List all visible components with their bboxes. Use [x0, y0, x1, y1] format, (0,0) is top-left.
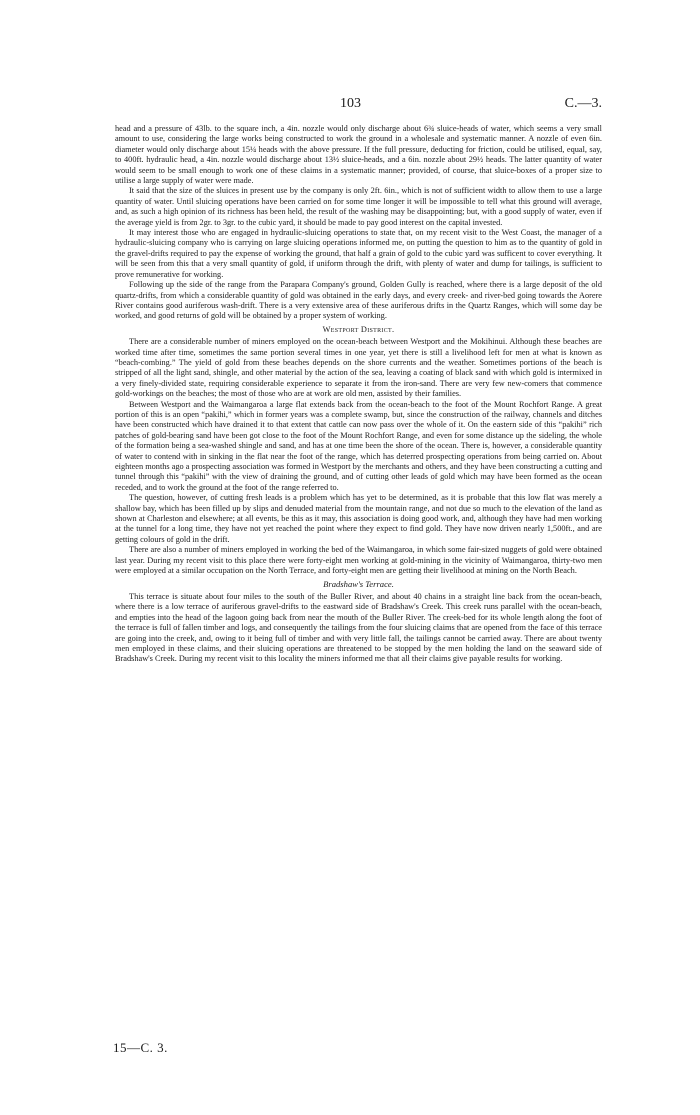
section-heading-westport: Westport District.	[322, 324, 395, 334]
paragraph-bradshaws-terrace: This terrace is situate about four miles to the south of the Buller River, and about 40 chains in a straight line back from the ocean-beach, where there is a low terrace of auriferous gravel-drifts to the eastward side of Bradshaw's Creek. This creek runs parallel with the ocean-beach, and empties into the head of the lagoon going back from near the mouth of the Buller River. The creek-bed for its whole length along the foot of the terrace is full of fallen timber and logs, and consequently the tailings from the four sluicing claims that are opened from the face of this terrace are going into the creek, and, owing to it being full of timber and with very little fall, the tailings cannot be carried away. There are about twenty men employed in these claims, and their sluicing operations are threatened to be stopped by the men holding the land on the seaward side of Bradshaw's Creek. During my recent visit to this locality the miners informed me that all their claims give payable results for working.	[115, 591, 602, 664]
paragraph-fresh-leads: The question, however, of cutting fresh leads is a problem which has yet to be determined, as it is probable that this low flat was merely a shallow bay, which has been filled up by slips and denuded material from the mountain range, and not due so much to the elevation of the land as shown at Charleston and elsewhere; at all events, be this as it may, this association is doing good work, and, although they have had men working at the tunnel for a long time, they have not yet reached the point where they expect to find gold. They have now driven nearly 1,500ft., and are getting colours of gold in the drift.	[115, 493, 602, 544]
page-body	[115, 124, 602, 665]
paragraph-golden-gully: Following up the side of the range from the Parapara Company's ground, Golden Gully is reached, where there is a large deposit of the old quartz-drifts, from which a considerable quantity of gold was obtained in the early days, and every creek- and river-bed going towards the Aorere River contains good auriferous wash-drift. There is a very extensive area of these auriferous drifts in the Quartz Ranges, which will some day be worked, and good returns of gold will be obtained by a proper system of working.	[115, 280, 602, 321]
paragraph-sluice-size: It said that the size of the sluices in present use by the company is only 2ft. 6in., which is not of sufficient width to allow them to use a large quantity of water. Until sluicing operations have been carried on for some time longer it will be impossible to tell what this ground will average, and, as such a high opinion of its richness has been held, the result of the washing may be disappointing; but, with a good supply of water, even if the average yield is from 2gr. to 3gr. to the cubic yard, it should be made to pay good interest on the capital invested.	[115, 186, 602, 227]
paragraph-nozzle-discharge: head and a pressure of 43lb. to the square inch, a 4in. nozzle would only discharge about 6¾ sluice-heads of water, which seems a very small amount to use, considering the large works being constructed to work the ground in a wholesale and systematic manner. A nozzle of even 6in. diameter would only discharge about 15¼ heads with the above pressure. If the full pressure, deducting for friction, could be utilised, equal, say, to 400ft. hydraulic head, a 4in. nozzle would discharge about 13½ sluice-heads, and a 6in. nozzle about 29½ heads. The latter quantity of water would seem to be small enough to work one of these claims in a systematic manner; provided, of course, that sluice-boxes of a proper size to utilise a large supply of water were made.	[115, 124, 602, 186]
paragraph-beach-combing: There are a considerable number of miners employed on the ocean-beach between Westport and the Mokihinui. Although these beaches are worked time after time, sometimes the same portion several times in one year, yet there is still a livelihood left for men at what is known as “beach-combing.” The yield of gold from these beaches depends on the shore currents and the weather. Sometimes portions of the beach is stripped of all the light sand, shingle, and other material by the action of the sea, leaving a coating of black sand with which gold is intermixed in a very finely-divided state, requiring considerable experience to separate it from the iron-sand. There are very few new-comers that commence gold-workings on the beaches; the most of those who are at work are old men, assisted by their families.	[115, 337, 602, 399]
document-reference: C.—3.	[564, 96, 602, 111]
page-number: 103	[340, 96, 361, 111]
paragraph-waimangaroa: There are also a number of miners employed in working the bed of the Waimangaroa, in which some fair-sized nuggets of gold were obtained last year. During my recent visit to this place there were forty-eight men working at gold-mining in the vicinity of Waimangaroa, thirty-two men were employed at a similar occupation on the North Terrace, and forty-eight men are getting their livelihood at mining on the North Beach.	[115, 545, 602, 576]
paragraph-half-grain: It may interest those who are engaged in hydraulic-sluicing operations to state that, on my recent visit to the West Coast, the manager of a hydraulic-sluicing company who is carrying on large sluicing operations informed me, on putting the question to him as to the quantity of gold in the gravel-drifts required to pay the expense of working the ground, that half a grain of gold to the cubic yard was sufficent to cover everything. It will be seen from this that a very small quantity of gold, if uniform through the drift, with plenty of water and dump for tailings, is sufficient to prove remunerative for working.	[115, 228, 602, 279]
paragraph-pakihi: Between Westport and the Waimangaroa a large flat extends back from the ocean-beach to the foot of the Mount Rochfort Range. A great portion of this is an open “pakihi,” which in former years was a complete swamp, but, since the construction of the railway, channels and ditches have been constructed which have drained it to that extent that cattle can now pass over the whole of it. On the eastern side of this “pakihi” rich patches of gold-bearing sand have been got close to the foot of the Mount Rochfort Range, and even for some distance up the sideling, the whole of the formation being a sea-washed shingle and sand, and has at one time been the shore of the ocean. There is, however, a considerable quantity of water to contend with in sinking in the flat near the foot of the range, which has deterred prospecting operations from being carried on. About eighteen months ago a prospecting association was formed in Westport by the merchants and others, and they have been constructing a cutting and tunnel through this “pakihi” with the view of draining the ground, and of cutting other leads of gold which may have been formed as the ocean receded, and to work the ground at the foot of the range referred to.	[115, 399, 602, 492]
page-header	[0, 96, 700, 112]
printer-signature: 15—C. 3.	[113, 1040, 168, 1055]
subheading-bradshaws-terrace: Bradshaw's Terrace.	[323, 579, 394, 590]
